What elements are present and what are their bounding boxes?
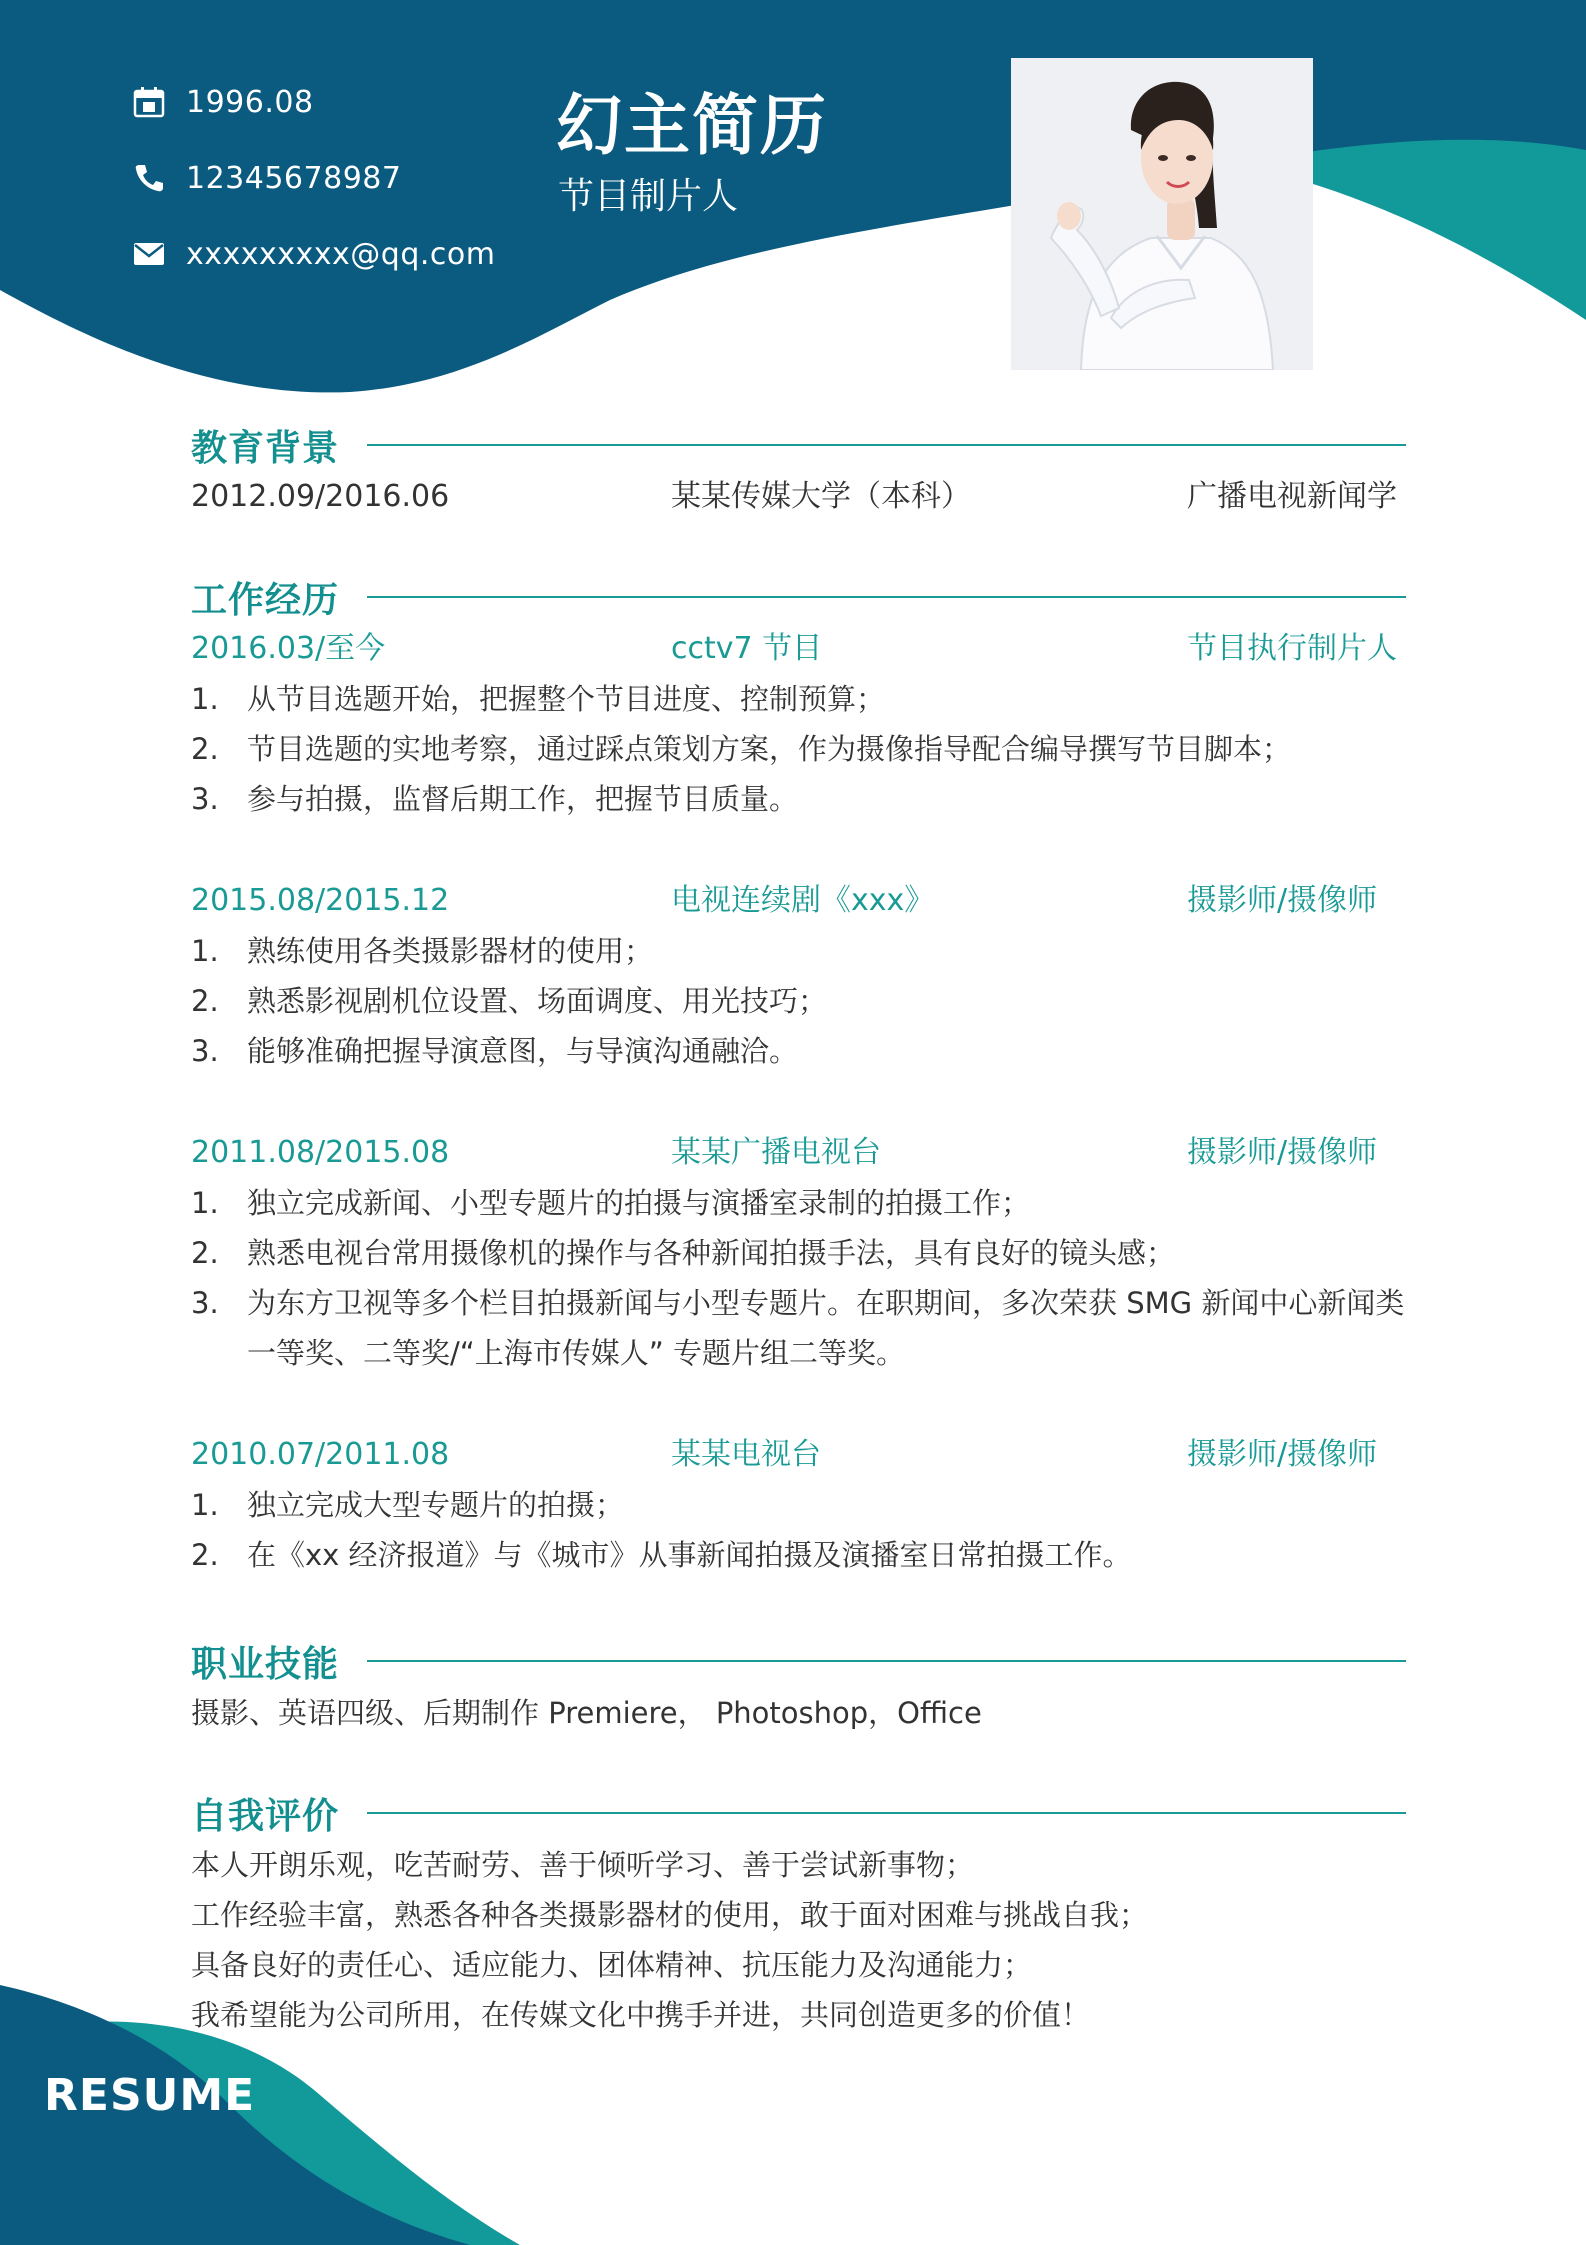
job-header: [191, 1430, 1406, 1480]
phone-icon: [132, 161, 166, 195]
item-text: 从节目选题开始，把握整个节目进度、控制预算；: [247, 682, 886, 716]
item-number: 3.: [191, 1034, 219, 1068]
job-company: cctv7 节目: [671, 631, 823, 666]
list-item: [191, 976, 1406, 1026]
self-evaluation-title: 自我评价: [191, 1795, 340, 1837]
item-text: 节目选题的实地考察，通过踩点策划方案，作为摄像指导配合编导撰写节目脚本；: [247, 732, 1292, 766]
portrait-illustration: [1011, 58, 1313, 370]
item-text: 熟悉电视台常用摄像机的操作与各种新闻拍摄手法，具有良好的镜头感；: [247, 1236, 1176, 1270]
email-row: [132, 228, 495, 280]
item-text: 能够准确把握导演意图，与导演沟通融洽。: [247, 1034, 799, 1068]
item-number: 2.: [191, 1538, 219, 1572]
resume-name: 幻主简历: [556, 87, 828, 164]
section-divider: [367, 596, 1406, 598]
mail-icon: [132, 237, 166, 271]
list-item: [191, 1178, 1406, 1228]
phone-row: [132, 152, 495, 204]
job-entry: [191, 1430, 1406, 1580]
job-entry: [191, 1128, 1406, 1378]
self-evaluation-section: [191, 1788, 1406, 2040]
item-number: 1.: [191, 1186, 219, 1220]
job-period: 2010.07/2011.08: [191, 1437, 450, 1472]
item-number: 2.: [191, 984, 219, 1018]
list-item: [191, 926, 1406, 976]
email-address: xxxxxxxxx@qq.com: [186, 236, 496, 272]
section-divider: [367, 1812, 1406, 1814]
phone-number: 12345678987: [186, 160, 402, 196]
skills-header: [191, 1636, 1406, 1686]
birth-date: 1996.08: [186, 84, 314, 120]
job-company: 电视连续剧《xxx》: [671, 883, 935, 918]
job-duties: [191, 1480, 1406, 1580]
profile-photo: [1011, 58, 1313, 370]
item-text: 为东方卫视等多个栏目拍摄新闻与小型专题片。在职期间，多次荣获 SMG 新闻中心新闻类一等奖、二等奖/“上海市传媒人” 专题片组二等奖。: [247, 1286, 1405, 1370]
item-number: 3.: [191, 782, 219, 816]
job-entry: [191, 876, 1406, 1076]
item-text: 熟练使用各类摄影器材的使用；: [247, 934, 654, 968]
list-item: [191, 1026, 1406, 1076]
job-header: [191, 1128, 1406, 1178]
self-evaluation-line: 具备良好的责任心、适应能力、团体精神、抗压能力及沟通能力；: [191, 1948, 1033, 1982]
job-role: 节目执行制片人: [1187, 631, 1397, 666]
self-evaluation-line: 我希望能为公司所用，在传媒文化中携手并进，共同创造更多的价值！: [191, 1998, 1091, 2032]
job-duties: [191, 1178, 1406, 1378]
list-item: [191, 1228, 1406, 1278]
birth-date-row: [132, 76, 495, 128]
education-school: 某某传媒大学（本科）: [671, 479, 971, 514]
item-text: 参与拍摄，监督后期工作，把握节目质量。: [247, 782, 799, 816]
education-header: [191, 420, 1406, 470]
job-role: 摄影师/摄像师: [1187, 883, 1378, 918]
job-role: 摄影师/摄像师: [1187, 1437, 1378, 1472]
job-period: 2011.08/2015.08: [191, 1135, 450, 1170]
item-number: 1.: [191, 682, 219, 716]
list-item: [191, 724, 1406, 774]
job-duties: [191, 674, 1406, 824]
list-item: [191, 1530, 1406, 1580]
job-entry: [191, 624, 1406, 824]
item-number: 2.: [191, 1236, 219, 1270]
item-number: 3.: [191, 1286, 219, 1320]
list-item: [191, 674, 1406, 724]
education-row: [191, 472, 1406, 522]
list-item: [191, 1278, 1406, 1378]
job-period: 2016.03/至今: [191, 631, 386, 666]
item-text: 独立完成大型专题片的拍摄；: [247, 1488, 625, 1522]
title-block: [556, 86, 828, 222]
job-company: 某某广播电视台: [671, 1135, 881, 1170]
self-evaluation-line: 工作经验丰富，熟悉各种各类摄影器材的使用，敢于面对困难与挑战自我；: [191, 1898, 1149, 1932]
list-item: [191, 774, 1406, 824]
list-item: [191, 1480, 1406, 1530]
self-evaluation-line: 本人开朗乐观，吃苦耐劳、善于倾听学习、善于尝试新事物；: [191, 1848, 975, 1882]
self-evaluation-body: [191, 1840, 1406, 2040]
work-section: [191, 572, 1406, 1580]
education-major: 广播电视新闻学: [1187, 479, 1397, 514]
item-text: 在《xx 经济报道》与《城市》从事新闻拍摄及演播室日常拍摄工作。: [247, 1538, 1132, 1572]
education-period: 2012.09/2016.06: [191, 479, 450, 514]
self-evaluation-header: [191, 1788, 1406, 1838]
section-divider: [367, 1660, 1406, 1662]
job-period: 2015.08/2015.12: [191, 883, 450, 918]
job-company: 某某电视台: [671, 1437, 821, 1472]
item-text: 熟悉影视剧机位设置、场面调度、用光技巧；: [247, 984, 828, 1018]
calendar-icon: [132, 85, 166, 119]
item-number: 1.: [191, 1488, 219, 1522]
job-title: 节目制片人: [558, 176, 739, 217]
job-header: [191, 876, 1406, 926]
work-header: [191, 572, 1406, 622]
skills-title: 职业技能: [191, 1643, 340, 1685]
skills-text: 摄影、英语四级、后期制作 Premiere， Photoshop，Office: [191, 1696, 982, 1730]
item-number: 1.: [191, 934, 219, 968]
job-duties: [191, 926, 1406, 1076]
job-header: [191, 624, 1406, 674]
skills-section: [191, 1636, 1406, 1738]
education-title: 教育背景: [191, 427, 340, 469]
education-section: [191, 420, 1406, 522]
item-text: 独立完成新闻、小型专题片的拍摄与演播室录制的拍摄工作；: [247, 1186, 1031, 1220]
section-divider: [367, 444, 1406, 446]
work-title: 工作经历: [191, 579, 340, 621]
contact-info: [132, 76, 495, 304]
item-number: 2.: [191, 732, 219, 766]
resume-footer-label: RESUME: [44, 2070, 256, 2121]
job-role: 摄影师/摄像师: [1187, 1135, 1378, 1170]
